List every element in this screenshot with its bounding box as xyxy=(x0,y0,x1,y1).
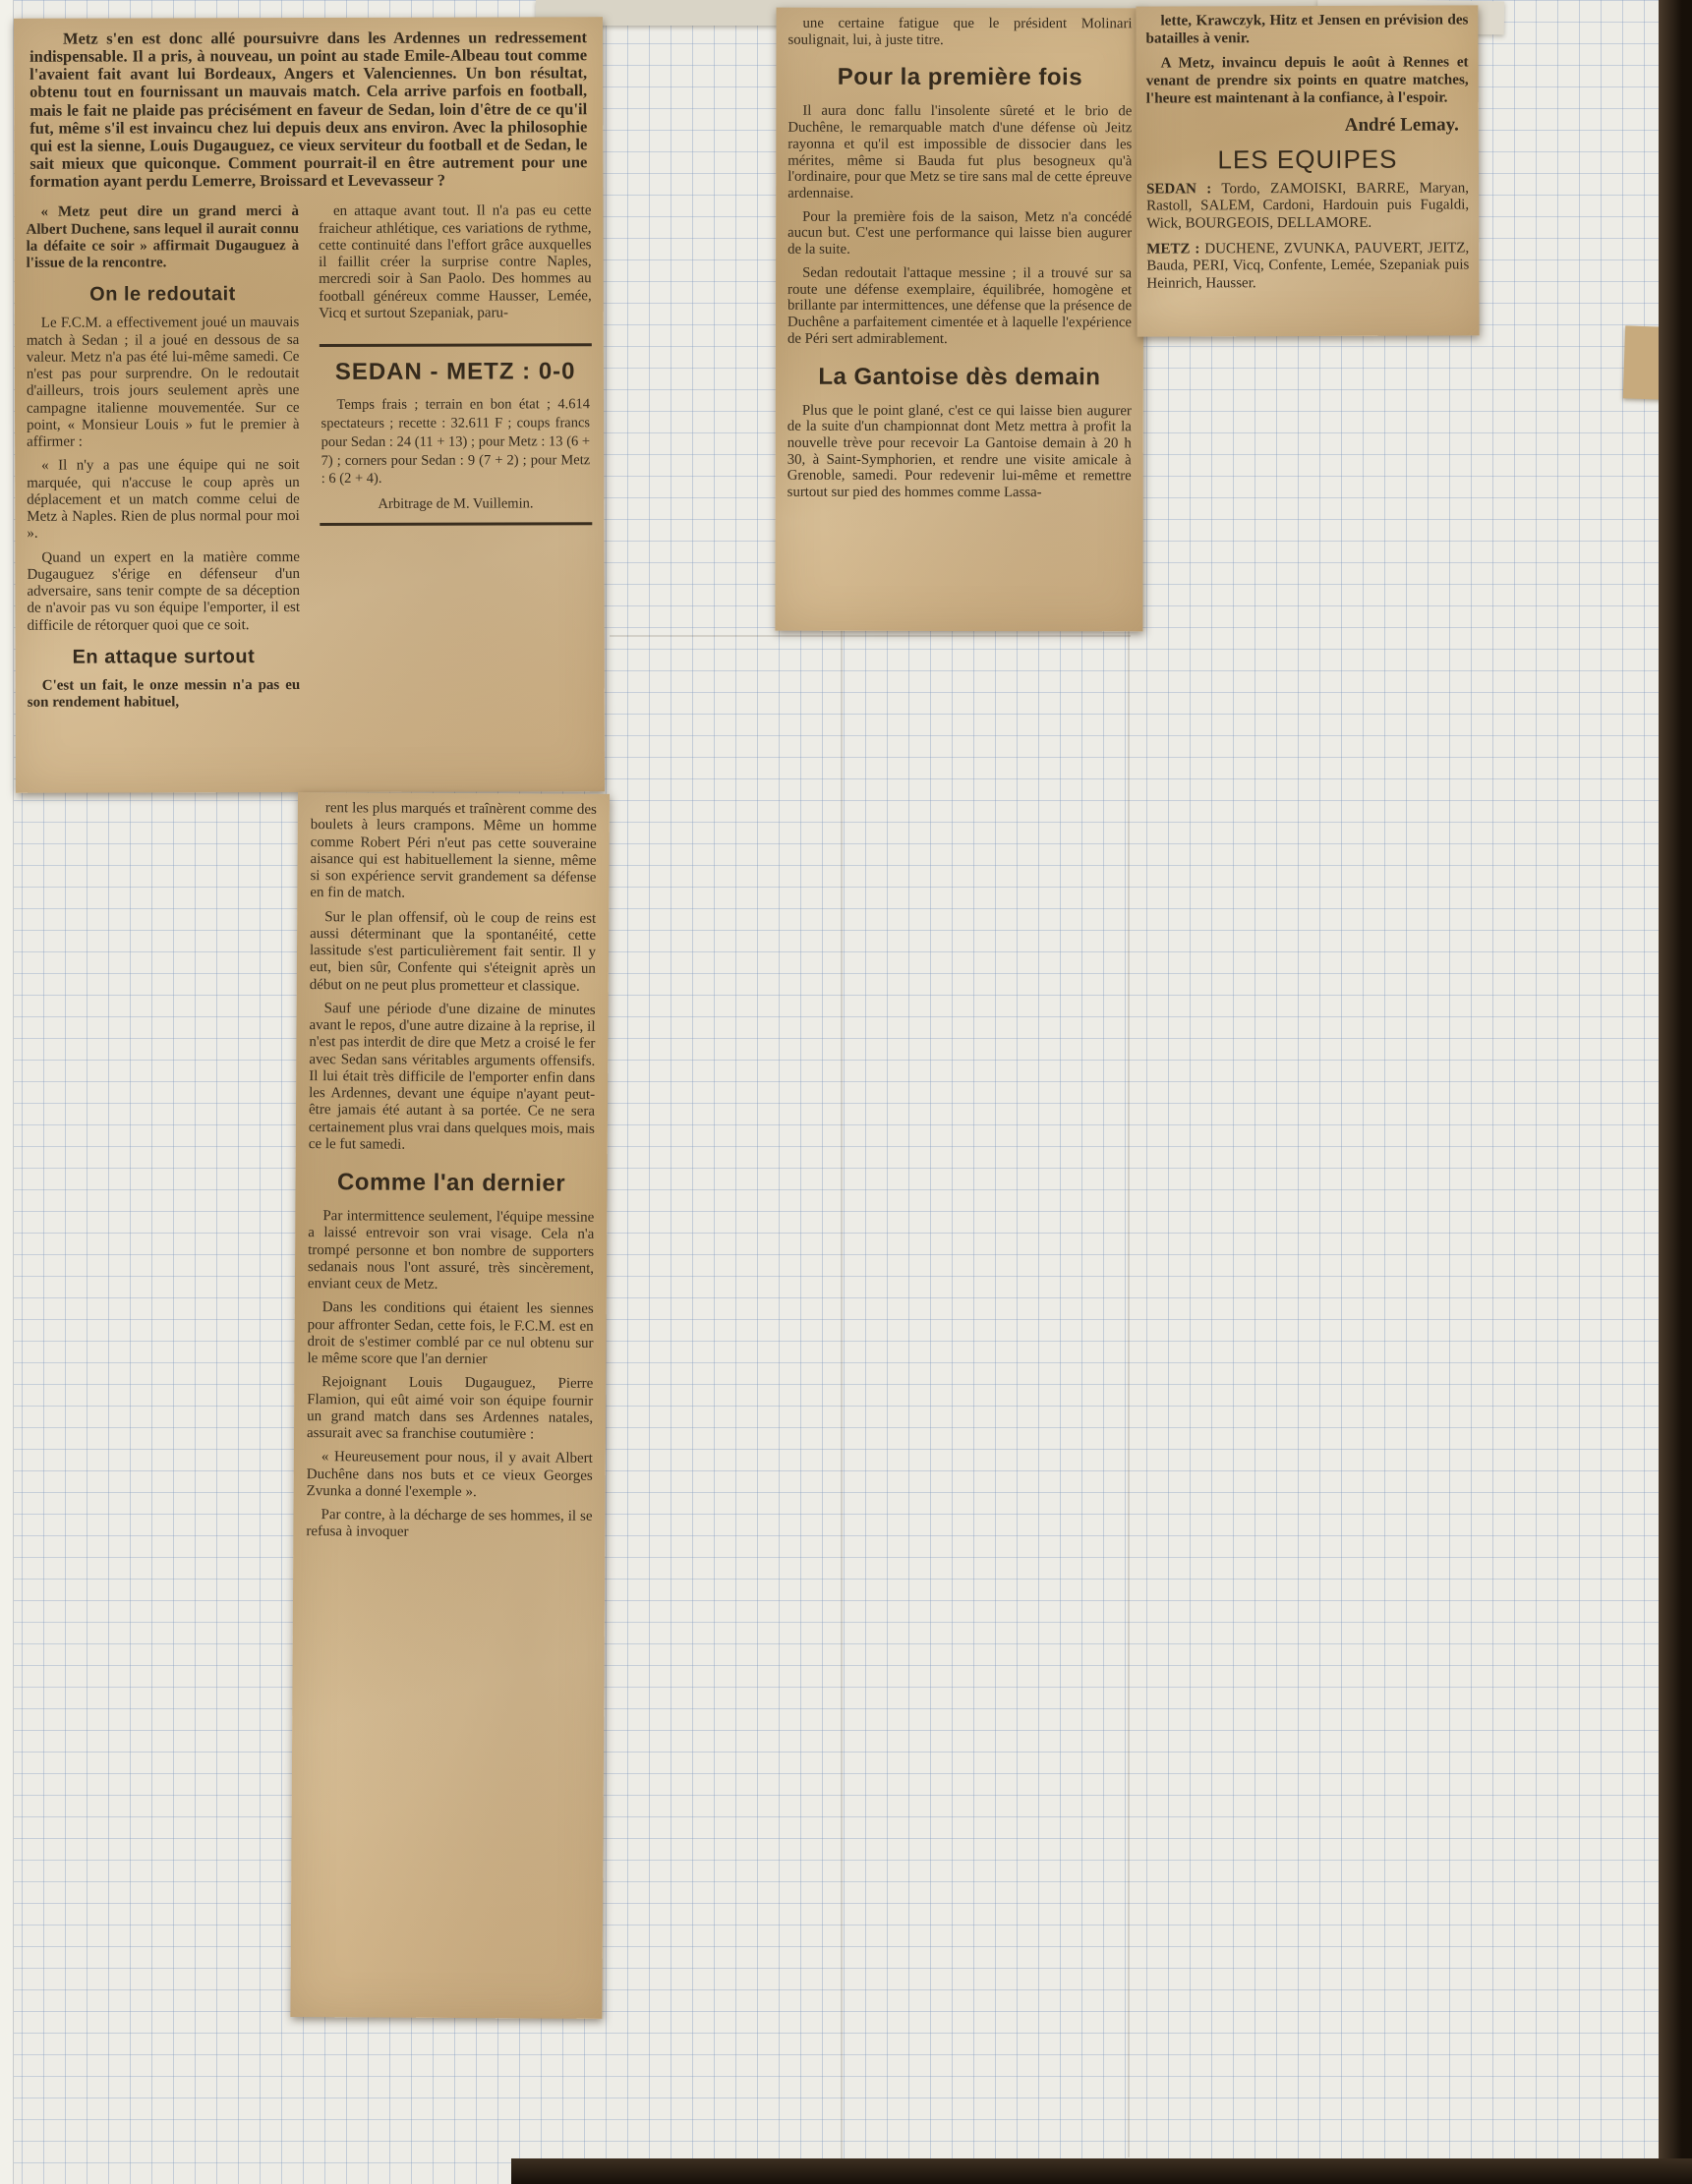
article-intro: Metz s'en est donc allé poursuivre dans les Ardennes un redressement indispensable. Il a pris, à nouveau, un point au stade Emile-Albeau tout comme l'avaient fait avant lui Bordeaux, Angers et Valenciennes. Un bon résultat, obtenu tout en fournissant un mauvais match. Cela arrive parfois en football, mais le fait ne plaide pas précisément en faveur de Sedan, loin d'être de ce qu'il fut, même s'il est invaincu chez lui depuis deux ans environ. Avec la philosophie qui est la sienne, Louis Dugauguez, ce vieux serviteur du football et de Sedan, le sait mieux que quiconque. Comment pourrait-il en être autrement pour une formation ayant perdu Lemerre, Broissard et Levevasseur ? xyxy=(29,28,588,191)
match-stats: Temps frais ; terrain en bon état ; 4.614 spectateurs ; recette : 32.611 F ; coups francs pour Sedan : 24 (11 + 13) ; pour Metz : 13 (6 + 7) ; corners pour Sedan : 9 (7 + 2) ; pour Metz : 6 (2 + 4). xyxy=(321,396,591,488)
paragraph: « Heureusement pour nous, il y avait Albert Duchêne dans nos buts et ce vieux Georges Zvunka a donné l'exemple ». xyxy=(306,1449,593,1500)
match-referee: Arbitrage de M. Vuillemin. xyxy=(378,495,534,513)
middle-column xyxy=(319,203,593,718)
author-signature: André Lemay. xyxy=(1344,114,1459,136)
paragraph: Sedan redoutait l'attaque messine ; il a trouvé sur sa route une défense exemplaire, équilibrée, homogène et brillante par intermittences, une défense que la présence de Duchêne a parfaitement cimentée et à laquelle l'expérience de Péri sert admirablement. xyxy=(787,264,1133,347)
metz-label: METZ : xyxy=(1146,241,1200,258)
paragraph: Sauf une période d'une dizaine de minutes avant le repos, d'une autre dizaine à la reprise, il n'est pas interdit de dire que Metz a croisé le fer avec Sedan sans véritables arguments offensifs. Il lui était très difficile de l'emporter enfin dans les Ardennes, devant une équipe n'ayant peut-être jamais été autant à sa portée. Ce ne sera certainement plus vrai dans quelques mois, mais ce le fut samedi. xyxy=(308,1000,596,1153)
paragraph: lette, Krawczyk, Hitz et Jensen en prévision des batailles à venir. xyxy=(1145,11,1469,47)
article-columns xyxy=(14,193,604,718)
col3-content xyxy=(776,8,1144,516)
heading-on-le-redoutait: On le redoutait xyxy=(89,283,236,306)
paragraph: C'est un fait, le onze messin n'a pas eu son rendement habituel, xyxy=(27,676,301,711)
match-score-box xyxy=(319,343,592,526)
paragraph: Plus que le point glané, c'est ce qui laisse bien augurer de la suite d'un championnat dont Metz mettra à profit la nouvelle trève pour recevoir La Gantoise demain à 20 h 30, à Saint-Symphorien, et rendre une visite amicale à Grenoble, samedi. Pour redevenir lui-même et remettre surtout sur pied des hommes comme Lassa- xyxy=(787,402,1132,501)
clipping-far-right-column xyxy=(1136,5,1479,336)
heading-comme-lan-dernier: Comme l'an dernier xyxy=(336,1169,566,1197)
left-column xyxy=(26,203,300,718)
col4-content xyxy=(1136,5,1479,307)
paragraph: Par intermittence seulement, l'équipe messine a laissé entrevoir son vrai visage. Cela n'a trompé personne et bon nombre de supporters sedanais nous l'ont assuré, très sincèrement, enviant ceux de Metz. xyxy=(307,1208,595,1293)
heading-en-attaque-surtout: En attaque surtout xyxy=(72,645,256,668)
paragraph: en attaque avant tout. Il n'a pas eu cette fraicheur athlétique, ces variations de rythme, cette continuité dans l'effort grâce auxquelles il faillit créer la surprise contre Naples, mercredi soir à San Paolo. Des hommes au football généreux comme Hausser, Lemée, Vicq et surtout Szepaniak, paru- xyxy=(319,202,592,321)
book-edge-bottom xyxy=(511,2158,1692,2184)
paragraph: Quand un expert en la matière comme Dugauguez s'érige en défenseur d'un adversaire, sans tenir compte de sa déception de n'avoir pas vu son équipe l'emporter, il est difficile de rétorquer quoi que ce soit. xyxy=(27,548,301,634)
clipping-main-article xyxy=(14,17,605,793)
sedan-label: SEDAN : xyxy=(1146,181,1212,198)
paragraph: rent les plus marqués et traînèrent comme des boulets à leurs crampons. Même un homme comme Robert Péri n'eut pas cette souveraine aisance qui est habituellement la sienne, même si son expérience servit grandement sa défense en fin de match. xyxy=(310,800,597,901)
metz-lineup xyxy=(1146,240,1469,293)
page-left-margin xyxy=(0,0,14,2184)
paragraph: Rejoignant Louis Dugauguez, Pierre Flamion, qui eût aimé voir son équipe fournir un grand match dans ses Ardennes natales, assurait avec sa franchise coutumière : xyxy=(306,1374,594,1443)
paragraph: une certaine fatigue que le président Molinari soulignait, lui, à juste titre. xyxy=(788,15,1133,48)
paragraph: Le F.C.M. a effectivement joué un mauvais match à Sedan ; il a joué en dessous de sa valeur. Metz n'a pas été lui-même samedi. Ce n'est pas pour surprendre. On le redoutait d'ailleurs, trois jours seulement après une campagne italienne mouvementée. Sur ce point, « Monsieur Louis » fut le premier à affirmer : xyxy=(26,315,300,450)
sedan-lineup xyxy=(1146,180,1469,233)
heading-les-equipes: LES EQUIPES xyxy=(1217,144,1398,175)
quote-paragraph: « Metz peut dire un grand merci à Albert Duchene, sans lequel il aurait connu la défaite ce soir » affirmait Dugauguez à l'issue de la rencontre. xyxy=(26,203,300,271)
clipping-third-column xyxy=(775,8,1143,632)
paragraph: Il aura donc fallu l'insolente sûreté et le brio de Duchêne, le remarquable match d'une défense où Jeitz rayonna et qu'il est impossible de dissocier dans les mérites, même si Bauda fut plus besogneux qu'à l'ordinaire, pour que Metz se tire sans mal de cette épreuve ardennaise. xyxy=(788,103,1133,201)
clipping-middle-strip xyxy=(290,792,610,2019)
paragraph: Pour la première fois de la saison, Metz n'a concédé aucun but. C'est une performance qui laisse bien augurer de la suite. xyxy=(788,208,1133,258)
paragraph: Sur le plan offensif, où le coup de reins est aussi déterminant que la spontanéité, cette lassitude s'est particulièrement fait sentir. Il y eut, bien sûr, Confente qui s'éteignit après un début on ne peut plus prometteur et classique. xyxy=(309,908,597,995)
page-crease-horizontal xyxy=(610,635,1131,637)
paragraph: A Metz, invaincu depuis le août à Rennes et venant de prendre six points en quatre matches, l'heure est maintenant à la confiance, à l'espoir. xyxy=(1145,53,1469,107)
paragraph: Dans les conditions qui étaient les siennes pour affronter Sedan, cette fois, le F.C.M. est en droit de s'estimer comblé par ce nul obtenu sur le même score que l'an dernier xyxy=(307,1299,594,1368)
book-edge-right xyxy=(1659,0,1692,2184)
heading-la-gantoise-des-demain: La Gantoise dès demain xyxy=(818,363,1101,390)
paragraph: « Il n'y a pas une équipe qui ne soit marquée, qui n'accuse le coup après un déplacement et un match comme celui de Metz à Naples. Rien de plus normal pour moi ». xyxy=(27,457,300,543)
strip-content xyxy=(293,792,610,1557)
match-title: SEDAN - METZ : 0-0 xyxy=(334,358,576,385)
metz-players: DUCHENE, ZVUNKA, PAUVERT, JEITZ, Bauda, PERI, Vicq, Confente, Lemée, Szepaniak puis Heinrich, Hausser. xyxy=(1146,240,1470,292)
page-crease-vertical-1 xyxy=(841,629,843,2162)
sedan-players: Tordo, ZAMOISKI, BARRE, Maryan, Rastoll, SALEM, Cardoni, Hardouin puis Fugaldi, Wick, BOURGEOIS, DELLAMORE. xyxy=(1146,180,1470,232)
paragraph: Par contre, à la décharge de ses hommes, il se refusa à invoquer xyxy=(306,1507,593,1540)
heading-pour-la-premiere-fois: Pour la première fois xyxy=(837,64,1083,91)
